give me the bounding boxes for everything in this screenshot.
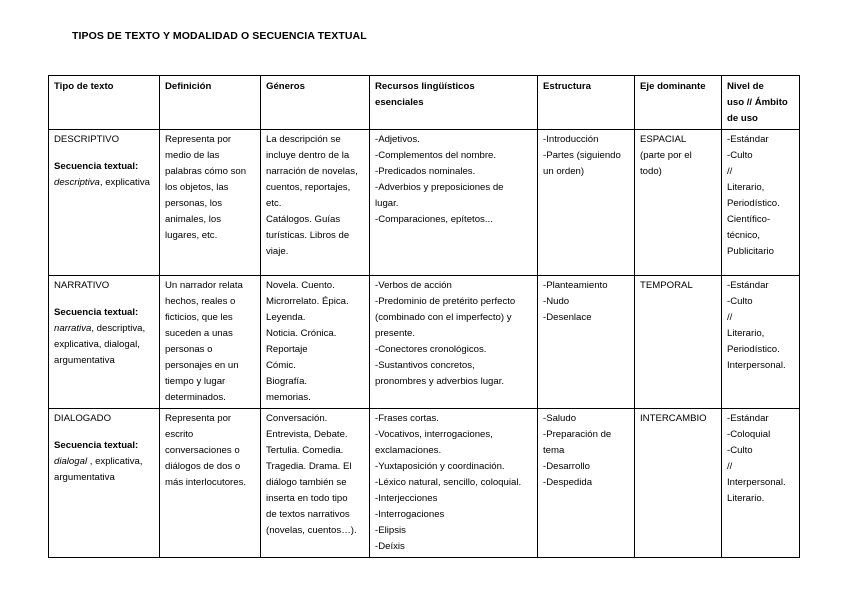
cell-line: memorias. (266, 392, 311, 403)
header-tipo: Tipo de texto (49, 76, 160, 130)
cell-line: Tertulia. Comedia. (266, 445, 344, 456)
cell-line: turísticas. Libros de (266, 230, 350, 241)
cell-line: Representa por (165, 413, 232, 424)
cell-line: diálogos de dos o (165, 461, 241, 472)
cell-line: más interlocutores. (165, 477, 247, 488)
cell-line: // (727, 312, 733, 323)
cell-line: -Léxico natural, sencillo, coloquial. (375, 477, 522, 488)
header-estructura: Estructura (538, 76, 635, 130)
text-types-table (48, 75, 800, 558)
cell-line: Catálogos. Guías (266, 214, 341, 225)
recursos-cell (370, 130, 538, 276)
cell-line: incluye dentro de la (266, 150, 350, 161)
nivel-cell (722, 276, 800, 409)
cell-line: personas o (165, 344, 213, 355)
cell-line: -Introducción (543, 134, 599, 145)
cell-line: -Planteamiento (543, 280, 608, 291)
definicion-cell (160, 276, 261, 409)
secuencia-value: dialogal , explicativa, argumentativa (54, 456, 143, 483)
cell-line: -Desenlace (543, 312, 592, 323)
cell-line: -Estándar (727, 413, 769, 424)
cell-line: Conversación. (266, 413, 328, 424)
nivel-cell (722, 130, 800, 276)
generos-cell (261, 276, 370, 409)
cell-line: Literario, (727, 328, 765, 339)
cell-line: -Interrogaciones (375, 509, 445, 520)
cell-line: -Adverbios y preposiciones de (375, 182, 504, 193)
cell-line: (parte por el (640, 150, 692, 161)
cell-line: pronombres y adverbios lugar. (375, 376, 505, 387)
cell-line: etc. (266, 198, 282, 209)
recursos-cell (370, 409, 538, 558)
cell-line: un orden) (543, 166, 585, 177)
cell-line: Literario. (727, 493, 765, 504)
cell-line: -Culto (727, 150, 753, 161)
cell-line: Un narrador relata (165, 280, 243, 291)
cell-line: ficticios, que les (165, 312, 233, 323)
cell-line: TEMPORAL (640, 280, 693, 291)
cell-line: conversaciones o (165, 445, 240, 456)
tipo-cell (49, 130, 160, 276)
cell-line: inserta en todo tipo (266, 493, 348, 504)
cell-line: hechos, reales o (165, 296, 236, 307)
cell-line: Periodístico. (727, 344, 780, 355)
tipo-cell (49, 276, 160, 409)
cell-line: // (727, 461, 733, 472)
cell-line: La descripción se (266, 134, 341, 145)
cell-line: tema (543, 445, 565, 456)
generos-cell (261, 130, 370, 276)
cell-line: -Deíxis (375, 541, 405, 552)
secuencia-label: Secuencia textual: (54, 161, 139, 172)
cell-line: -Predominio de pretérito perfecto (375, 296, 516, 307)
cell-line: -Partes (siguiendo (543, 150, 621, 161)
cell-line: de textos narrativos (266, 509, 350, 520)
cell-line: Tragedia. Drama. El (266, 461, 352, 472)
tipo-name: DIALOGADO (54, 413, 112, 424)
header-nivel (722, 76, 800, 130)
cell-line: Interpersonal. (727, 360, 786, 371)
cell-line: determinados. (165, 392, 226, 403)
cell-line: Periodístico. (727, 198, 780, 209)
cell-line: -Desarrollo (543, 461, 590, 472)
cell-line: -Nudo (543, 296, 570, 307)
definicion-cell (160, 409, 261, 558)
cell-line: -Saludo (543, 413, 577, 424)
cell-line: de uso (727, 113, 758, 124)
cell-line: -Conectores cronológicos. (375, 344, 487, 355)
cell-line: -Complementos del nombre. (375, 150, 497, 161)
cell-line: todo) (640, 166, 662, 177)
secuencia-label: Secuencia textual: (54, 440, 139, 451)
secuencia-value: descriptiva, explicativa (54, 177, 150, 188)
tipo-name: DESCRIPTIVO (54, 134, 120, 145)
estructura-cell (538, 130, 635, 276)
cell-line: Nivel de (727, 81, 764, 92)
cell-line: lugar. (375, 198, 399, 209)
cell-line: ESPACIAL (640, 134, 687, 145)
cell-line: animales, los (165, 214, 221, 225)
cell-line: Recursos lingüísticos (375, 81, 475, 92)
cell-line: Representa por (165, 134, 232, 145)
cell-line: -Elipsis (375, 525, 406, 536)
cell-line: Entrevista, Debate. (266, 429, 348, 440)
cell-line: -Estándar (727, 134, 769, 145)
table-row (49, 409, 800, 558)
cell-line: medio de las (165, 150, 220, 161)
cell-line: Científico- (727, 214, 771, 225)
header-eje: Eje dominante (635, 76, 722, 130)
cell-line: suceden a unas (165, 328, 233, 339)
definicion-cell (160, 130, 261, 276)
cell-line: Publicitario (727, 246, 774, 257)
header-row (49, 76, 800, 130)
tipo-cell (49, 409, 160, 558)
cell-line: presente. (375, 328, 416, 339)
estructura-cell (538, 276, 635, 409)
cell-line: Noticia. Crónica. (266, 328, 337, 339)
cell-line: técnico, (727, 230, 761, 241)
cell-line: -Despedida (543, 477, 593, 488)
cell-line: (combinado con el imperfecto) y (375, 312, 512, 323)
cell-line: -Frases cortas. (375, 413, 439, 424)
eje-cell (635, 276, 722, 409)
cell-line: (novelas, cuentos…). (266, 525, 357, 536)
eje-cell (635, 130, 722, 276)
cell-line: viaje. (266, 246, 289, 257)
cell-line: -Verbos de acción (375, 280, 452, 291)
cell-line: -Vocativos, interrogaciones, (375, 429, 493, 440)
cell-line: -Interjecciones (375, 493, 438, 504)
cell-line: -Culto (727, 296, 753, 307)
cell-line: uso // Ámbito (727, 97, 788, 108)
cell-line: -Coloquial (727, 429, 771, 440)
estructura-cell (538, 409, 635, 558)
cell-line: Cómic. (266, 360, 296, 371)
cell-line: -Comparaciones, epítetos... (375, 214, 493, 225)
tipo-name: NARRATIVO (54, 280, 110, 291)
cell-line: Interpersonal. (727, 477, 786, 488)
cell-line: Reportaje (266, 344, 308, 355)
header-definicion: Definición (160, 76, 261, 130)
header-generos: Géneros (261, 76, 370, 130)
cell-line: los objetos, las (165, 182, 229, 193)
cell-line: -Culto (727, 445, 753, 456)
cell-line: -Preparación de (543, 429, 612, 440)
cell-line: Biografía. (266, 376, 308, 387)
cell-line: cuentos, reportajes, (266, 182, 351, 193)
header-recursos (370, 76, 538, 130)
cell-line: escrito (165, 429, 194, 440)
cell-line: Microrrelato. Épica. (266, 296, 349, 307)
cell-line: INTERCAMBIO (640, 413, 707, 424)
secuencia-value: narrativa, descriptiva, explicativa, dialogal, argumentativa (54, 323, 146, 366)
eje-cell (635, 409, 722, 558)
cell-line: -Sustantivos concretos, (375, 360, 475, 371)
cell-line: esenciales (375, 97, 424, 108)
cell-line: palabras cómo son (165, 166, 247, 177)
cell-line: -Yuxtaposición y coordinación. (375, 461, 505, 472)
table-row (49, 276, 800, 409)
cell-line: personas, los (165, 198, 223, 209)
cell-line: diálogo también se (266, 477, 347, 488)
cell-line: Novela. Cuento. (266, 280, 335, 291)
cell-line: narración de novelas, (266, 166, 358, 177)
cell-line: -Estándar (727, 280, 769, 291)
cell-line: personajes en un (165, 360, 239, 371)
cell-line: Leyenda. (266, 312, 306, 323)
generos-cell (261, 409, 370, 558)
nivel-cell (722, 409, 800, 558)
cell-line: -Predicados nominales. (375, 166, 476, 177)
recursos-cell (370, 276, 538, 409)
cell-line: Literario, (727, 182, 765, 193)
secuencia-label: Secuencia textual: (54, 307, 139, 318)
cell-line: lugares, etc. (165, 230, 218, 241)
cell-line: exclamaciones. (375, 445, 442, 456)
cell-line: tiempo y lugar (165, 376, 226, 387)
cell-line: -Adjetivos. (375, 134, 420, 145)
document-title: TIPOS DE TEXTO Y MODALIDAD O SECUENCIA TEXTUAL (72, 30, 367, 42)
cell-line: // (727, 166, 733, 177)
table-row (49, 130, 800, 276)
